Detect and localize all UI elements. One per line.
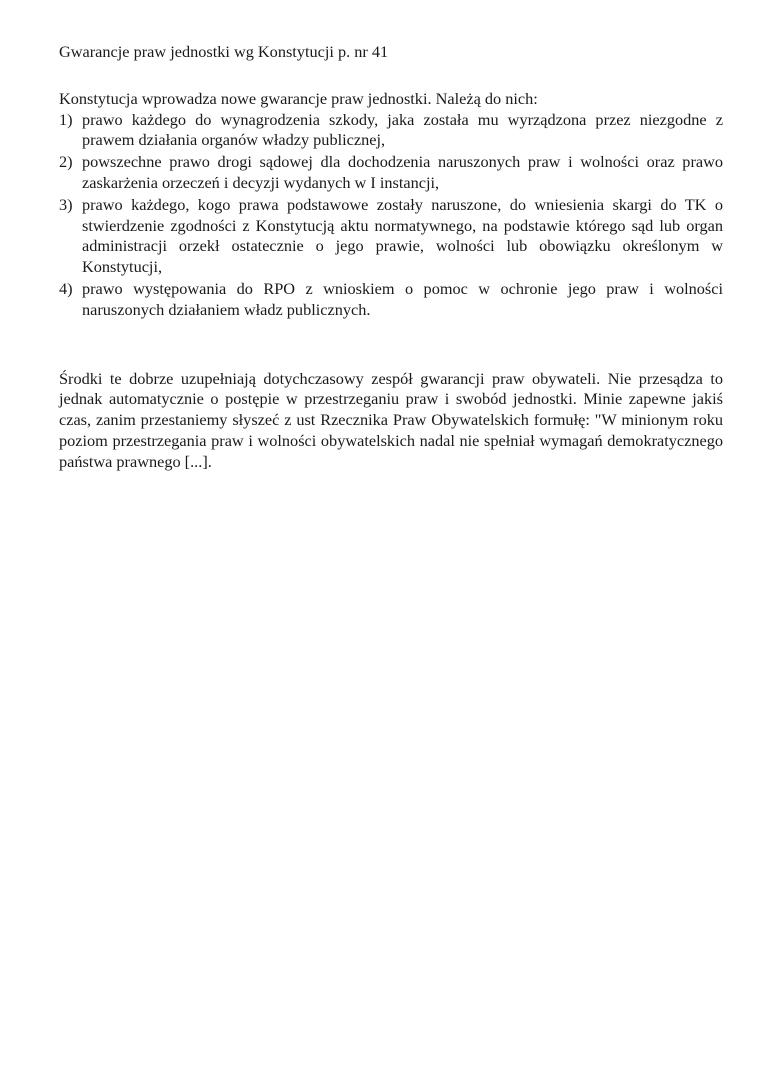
list-item-text: powszechne prawo drogi sądowej dla dochodzenia naruszonych praw i wolności oraz prawo zaskarżenia orzeczeń i decyzji wydanych w I instancji,: [82, 152, 723, 192]
list-item: [59, 110, 723, 152]
list-item-text: prawo każdego do wynagrodzenia szkody, jaka została mu wyrządzona przez niezgodne z prawem działania organów władzy publicznej,: [82, 109, 723, 150]
intro-paragraph: Konstytucja wprowadza nowe gwarancje praw jednostki. Należą do nich:: [59, 88, 538, 108]
list-item-number: 1): [59, 109, 73, 129]
list-item-number: 2): [59, 152, 73, 172]
rights-list: [59, 110, 723, 321]
list-item: [59, 279, 723, 321]
list-item: [59, 152, 723, 194]
list-item-text: prawo występowania do RPO z wnioskiem o pomoc w ochronie jego praw i wolności naruszonych działaniem władz publicznych.: [82, 278, 723, 319]
document-page: [59, 42, 723, 473]
list-item-number: 4): [59, 278, 73, 298]
list-item-text: prawo każdego, kogo prawa podstawowe zostały naruszone, do wniesienia skargi do TK o stwierdzenie zgodności z Konstytucją aktu normatywnego, na podstawie którego sąd lub organ administracji orzekł ostatecznie o jego prawie, wolności lub obowiązku określonym w Konstytucji,: [82, 194, 723, 277]
closing-paragraph: Środki te dobrze uzupełniają dotychczasowy zespół gwarancji praw obywateli. Nie przesądza to jednak automatycznie o postępie w przestrzeganiu praw i swobód jednostki. Minie zapewne jakiś czas, zanim przestaniemy słyszeć z ust Rzecznika Praw Obywatelskich formułę: "W minionym roku poziom przestrzegania praw i wolności obywatelskich nadal nie spełniał wymagań demokratycznego państwa prawnego [...].: [59, 368, 723, 471]
list-item: [59, 195, 723, 278]
document-title: Gwarancje praw jednostki wg Konstytucji p. nr 41: [59, 42, 389, 61]
list-item-number: 3): [59, 194, 73, 214]
